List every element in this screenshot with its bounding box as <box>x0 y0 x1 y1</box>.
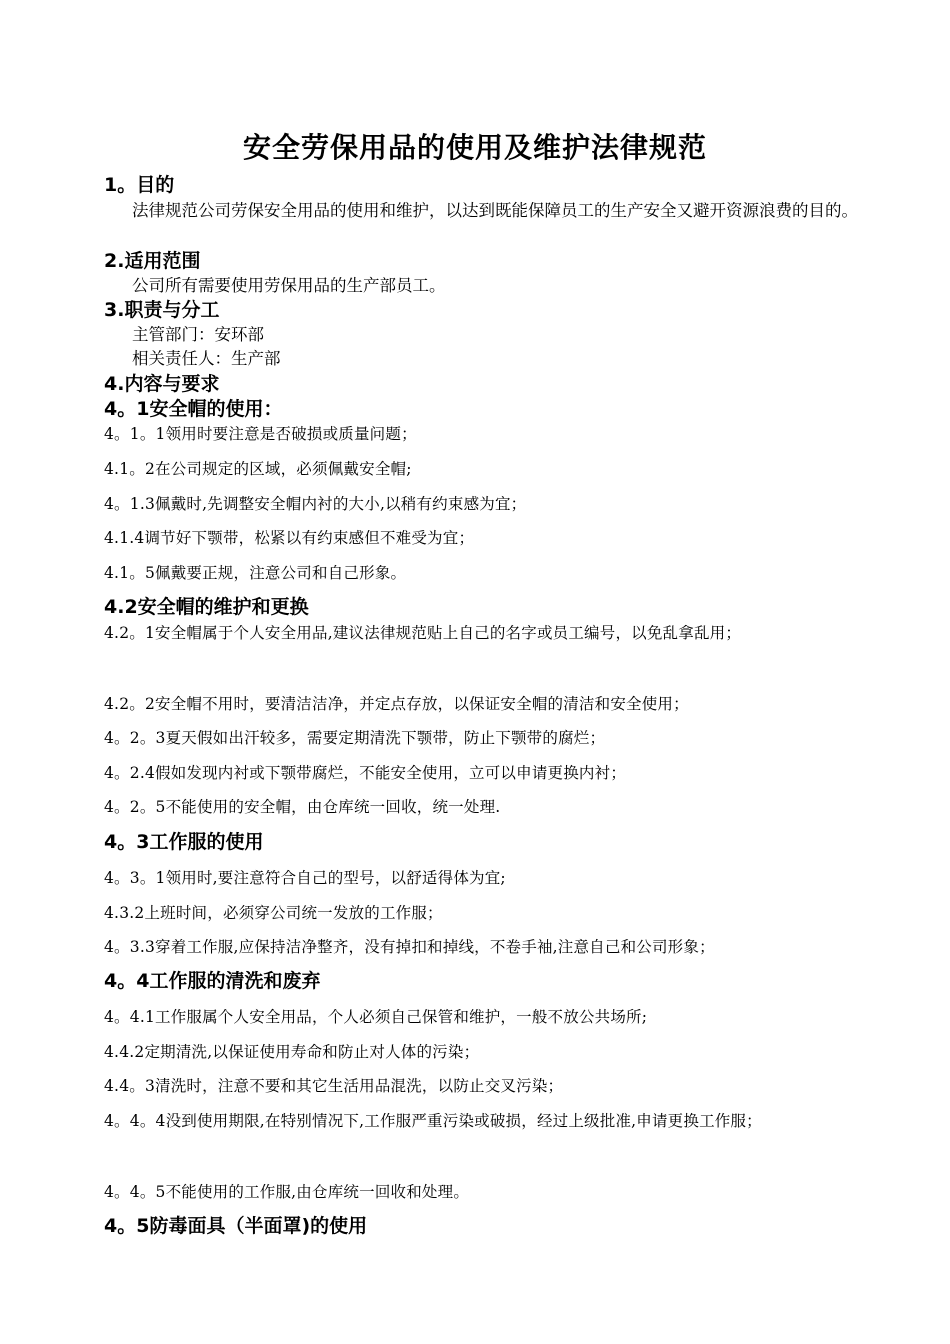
subsection-heading-helmet-maintenance: 4.2安全帽的维护和更换 <box>104 596 309 618</box>
responsibility-line-department: 主管部门：安环部 <box>132 325 264 344</box>
list-item: 4。4。4没到使用期限,在特别情况下,工作服严重污染或破损，经过上级批准,申请更换工作服； <box>104 1112 762 1130</box>
section-text-purpose: 法律规范公司劳保安全用品的使用和维护，以达到既能保障员工的生产安全又避开资源浪费的目的。 <box>132 201 858 220</box>
responsibility-line-person: 相关责任人：生产部 <box>132 349 281 368</box>
subsection-heading-gas-mask: 4。5防毒面具（半面罩)的使用 <box>104 1215 368 1237</box>
list-item: 4。4。5不能使用的工作服,由仓库统一回收和处理。 <box>104 1183 470 1201</box>
list-item: 4。3.3穿着工作服,应保持洁净整齐，没有掉扣和掉线，不卷手袖,注意自己和公司形象； <box>104 938 715 956</box>
list-item: 4.3.2上班时间，必须穿公司统一发放的工作服； <box>104 904 443 922</box>
list-item: 4.2。2安全帽不用时，要清洁洁净，并定点存放，以保证安全帽的清洁和安全使用； <box>104 695 689 713</box>
list-item: 4。1。1领用时要注意是否破损或质量问题； <box>104 425 417 443</box>
list-item: 4。2。3夏天假如出汗较多，需要定期清洗下颚带，防止下颚带的腐烂； <box>104 729 606 747</box>
section-heading-content: 4.内容与要求 <box>104 373 220 395</box>
list-item: 4。4.1工作服属个人安全用品，个人必须自己保管和维护，一般不放公共场所; <box>104 1008 648 1026</box>
section-text-scope: 公司所有需要使用劳保用品的生产部员工。 <box>132 276 446 295</box>
list-item: 4。2.4假如发现内衬或下颚带腐烂，不能安全使用，立可以申请更换内衬； <box>104 764 627 782</box>
section-heading-responsibility: 3.职责与分工 <box>104 299 220 321</box>
subsection-heading-uniform-use: 4。3工作服的使用 <box>104 831 264 853</box>
document-title: 安全劳保用品的使用及维护法律规范 <box>242 131 707 164</box>
list-item: 4.1。2在公司规定的区域，必须佩戴安全帽; <box>104 460 412 478</box>
subsection-heading-uniform-cleaning: 4。4工作服的清洗和废弃 <box>104 970 321 992</box>
list-item: 4.4.2定期清洗,以保证使用寿命和防止对人体的污染； <box>104 1043 480 1061</box>
list-item: 4。2。5不能使用的安全帽，由仓库统一回收，统一处理. <box>104 798 501 816</box>
section-heading-purpose: 1。目的 <box>104 174 175 196</box>
list-item: 4.4。3清洗时，注意不要和其它生活用品混洗，以防止交叉污染； <box>104 1077 564 1095</box>
list-item: 4。1.3佩戴时,先调整安全帽内衬的大小,以稍有约束感为宜； <box>104 495 527 513</box>
section-heading-scope: 2.适用范围 <box>104 250 201 272</box>
list-item: 4.1.4调节好下颚带，松紧以有约束感但不难受为宜； <box>104 529 475 547</box>
list-item: 4.2。1安全帽属于个人安全用品,建议法律规范贴上自己的名字或员工编号，以免乱拿乱用； <box>104 624 742 642</box>
list-item: 4.1。5佩戴要正规，注意公司和自己形象。 <box>104 564 407 582</box>
subsection-heading-helmet-use: 4。1安全帽的使用： <box>104 398 283 420</box>
list-item: 4。3。1领用时,要注意符合自己的型号，以舒适得体为宜; <box>104 869 506 887</box>
